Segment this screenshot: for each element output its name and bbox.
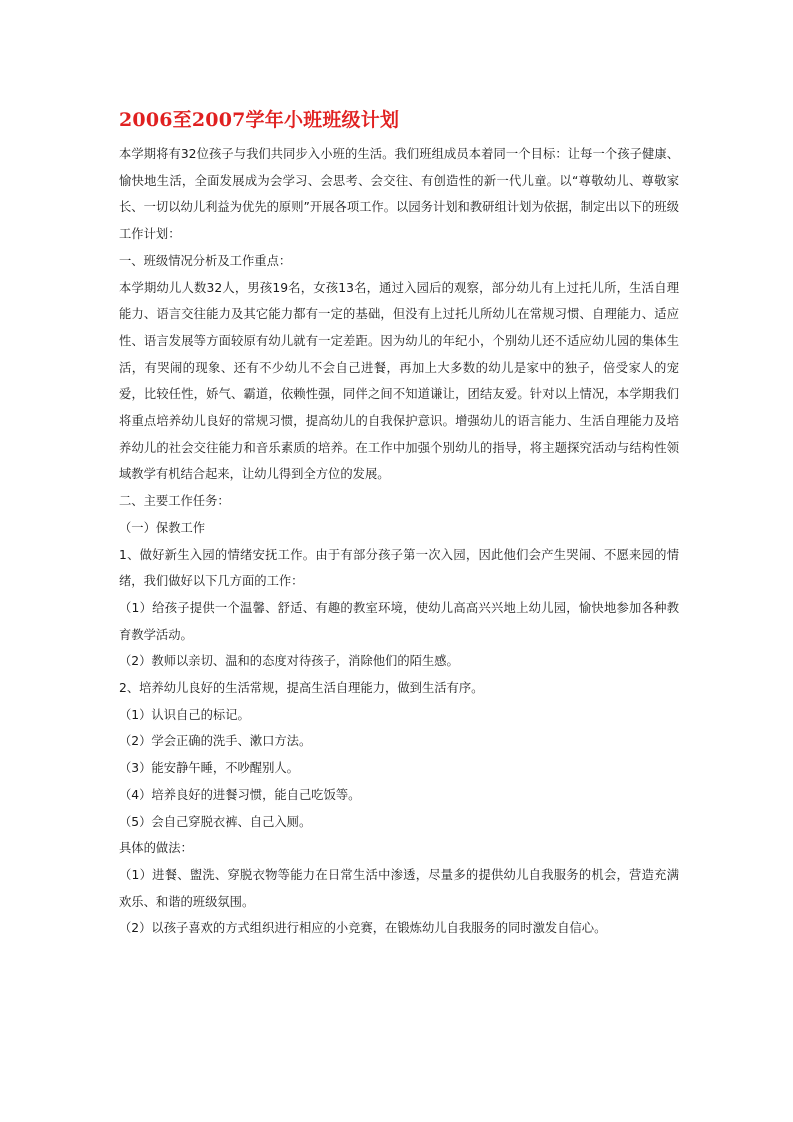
section-heading-class-analysis: 一、班级情况分析及工作重点： — [119, 253, 292, 268]
method-item-1: （1）进餐、盥洗、穿脱衣物等能力在日常生活中渗透，尽量多的提供幼儿自我服务的机会，营造充满欢乐、和谐的班级氛围。 — [119, 867, 679, 909]
task-1-subitem-1: （1）给孩子提供一个温馨、舒适、有趣的教室环境，使幼儿高高兴兴地上幼儿园，愉快地参加各种教育教学活动。 — [119, 600, 679, 642]
methods-heading: 具体的做法： — [119, 841, 193, 856]
subsection-heading-care-education: （一）保教工作 — [119, 520, 206, 535]
task-2-subitem-4: （4）培养良好的进餐习惯，能自己吃饭等。 — [119, 787, 361, 802]
section-heading-main-tasks: 二、主要工作任务： — [119, 494, 230, 509]
task-2-subitem-1: （1）认识自己的标记。 — [119, 707, 250, 722]
document-title: 2006至2007学年小班班级计划 — [119, 108, 400, 131]
task-2-subitem-5: （5）会自己穿脱衣裤、自己入厕。 — [119, 814, 312, 829]
document-body — [119, 141, 679, 942]
intro-paragraph: 本学期将有32位孩子与我们共同步入小班的生活。我们班组成员本着同一个目标：让每一个孩子健康、愉快地生活，全面发展成为会学习、会思考、会交往、有创造性的新一代儿童。以“尊敬幼儿、尊敬家长、一切以幼儿利益为优先的原则”开展各项工作。以园务计划和教研组计划为依据，制定出以下的班级工作计划： — [119, 147, 679, 242]
task-item-2: 2、培养幼儿良好的生活常规，提高生活自理能力，做到生活有序。 — [119, 681, 484, 696]
method-item-2: （2）以孩子喜欢的方式组织进行相应的小竞赛，在锻炼幼儿自我服务的同时激发自信心。 — [119, 921, 607, 936]
task-item-1: 1、做好新生入园的情绪安抚工作。由于有部分孩子第一次入园，因此他们会产生哭闹、不愿来园的情绪，我们做好以下几方面的工作： — [119, 547, 679, 589]
class-analysis-paragraph: 本学期幼儿人数32人，男孩19名，女孩13名，通过入园后的观察，部分幼儿有上过托儿所，生活自理能力、语言交往能力及其它能力都有一定的基础，但没有上过托儿所幼儿在常规习惯、自理能力、适应性、语言发展等方面较原有幼儿就有一定差距。因为幼儿的年纪小，个别幼儿还不适应幼儿园的集体生活，有哭闹的现象、还有不少幼儿不会自己进餐，再加上大多数的幼儿是家中的独子，倍受家人的宠爱，比较任性，娇气、霸道，依赖性强，同伴之间不知道谦让，团结友爱。针对以上情况，本学期我们将重点培养幼儿良好的常规习惯，提高幼儿的自我保护意识。增强幼儿的语言能力、生活自理能力及培养幼儿的社会交往能力和音乐素质的培养。在工作中加强个别幼儿的指导，将主题探究活动与结构性领域教学有机结合起来，让幼儿得到全方位的发展。 — [119, 280, 679, 482]
task-1-subitem-2: （2）教师以亲切、温和的态度对待孩子，消除他们的陌生感。 — [119, 654, 459, 669]
task-2-subitem-3: （3）能安静午睡，不吵醒别人。 — [119, 761, 299, 776]
task-2-subitem-2: （2）学会正确的洗手、漱口方法。 — [119, 734, 312, 749]
